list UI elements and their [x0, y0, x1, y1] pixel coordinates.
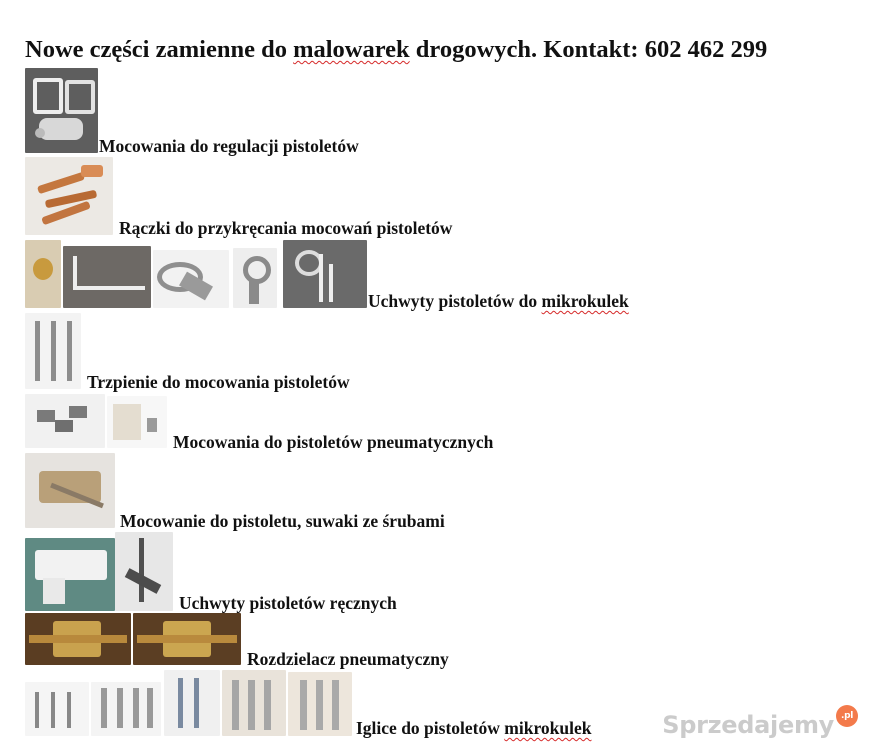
photo-handles	[25, 157, 113, 235]
photo-needles-3	[164, 670, 220, 736]
photo-pins	[25, 313, 81, 389]
photo-gun-holder-1	[25, 240, 61, 308]
pl-badge-icon: .pl	[836, 705, 858, 727]
photo-gun-holder-2	[63, 246, 151, 308]
photo-mounting-brackets	[25, 68, 98, 153]
photo-pneumatic-distributor-2	[133, 613, 241, 665]
photo-needles-1	[25, 682, 89, 736]
photo-gun-holder-5	[283, 240, 367, 308]
photo-needles-2	[91, 682, 161, 736]
photo-needles-4	[222, 670, 286, 736]
row-label: Mocowania do pistoletów pneumatycznych	[173, 432, 494, 452]
spellcheck-underlined-word: mikrokulek	[504, 718, 592, 738]
photo-pneumatic-distributor-1	[25, 613, 131, 665]
photo-hand-gun-holder-1	[25, 538, 115, 611]
row-label: Trzpienie do mocowania pistoletów	[87, 372, 350, 392]
row-label: Uchwyty pistoletów ręcznych	[179, 593, 397, 613]
row-label: Rozdzielacz pneumatyczny	[247, 649, 449, 669]
photo-slider-mount	[25, 453, 115, 528]
spellcheck-underlined-word: malowarek	[293, 36, 410, 63]
photo-pneumatic-mounts-2	[107, 396, 167, 448]
photo-gun-holder-3	[153, 250, 229, 308]
photo-needles-5	[288, 672, 352, 736]
row-label: Iglice do pistoletów mikrokulek	[356, 718, 592, 738]
photo-gun-holder-4	[233, 248, 277, 308]
spellcheck-underlined-word: mikrokulek	[541, 291, 629, 311]
photo-hand-gun-holder-2	[115, 532, 173, 611]
photo-pneumatic-mounts-1	[25, 394, 105, 448]
row-label: Rączki do przykręcania mocowań pistoletów	[119, 218, 453, 238]
row-label: Uchwyty pistoletów do mikrokulek	[368, 291, 629, 311]
page-title: Nowe części zamienne do malowarek drogowych. Kontakt: 602 462 299	[25, 36, 768, 63]
row-label: Mocowania do regulacji pistoletów	[99, 136, 359, 156]
watermark: Sprzedajemy .pl	[662, 711, 858, 739]
row-label: Mocowanie do pistoletu, suwaki ze śrubami	[120, 511, 445, 531]
